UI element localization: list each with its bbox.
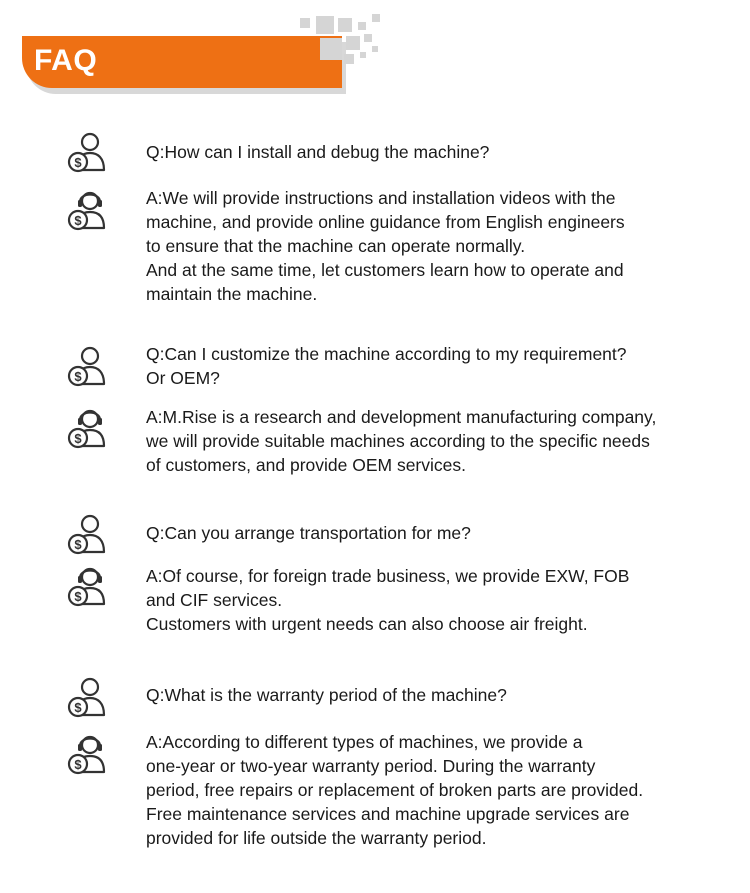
faq-answer: A:M.Rise is a research and development manufacturing company, we will provide suitable machines according to the specific needs of customers, and provide OEM services. xyxy=(146,407,657,475)
faq-question: Q:How can I install and debug the machine? xyxy=(146,142,490,162)
support-agent-icon xyxy=(64,732,110,778)
customer-icon xyxy=(64,512,110,558)
support-agent-icon xyxy=(64,406,110,452)
faq-question: Q:What is the warranty period of the machine? xyxy=(146,685,507,705)
support-agent-icon xyxy=(64,564,110,610)
customer-icon xyxy=(64,344,110,390)
faq-answer: A:Of course, for foreign trade business, we provide EXW, FOB and CIF services. Customers with urgent needs can also choose air freight. xyxy=(146,566,630,634)
support-agent-icon xyxy=(64,188,110,234)
faq-question: Q:Can I customize the machine according to my requirement? Or OEM? xyxy=(146,344,627,388)
faq-answer: A:According to different types of machines, we provide a one-year or two-year warranty period. During the warranty period, free repairs or replacement of broken parts are provided. Free maintenance services and machine upgrade services are provided for life outside the warranty period. xyxy=(146,732,644,848)
faq-question: Q:Can you arrange transportation for me? xyxy=(146,523,471,543)
page-title: FAQ xyxy=(34,44,98,77)
customer-icon xyxy=(64,675,110,721)
customer-icon xyxy=(64,130,110,176)
faq-answer: A:We will provide instructions and installation videos with the machine, and provide online guidance from English engineers to ensure that the machine can operate normally. And at the same time, let customers learn how to operate and maintain the machine. xyxy=(146,188,625,304)
